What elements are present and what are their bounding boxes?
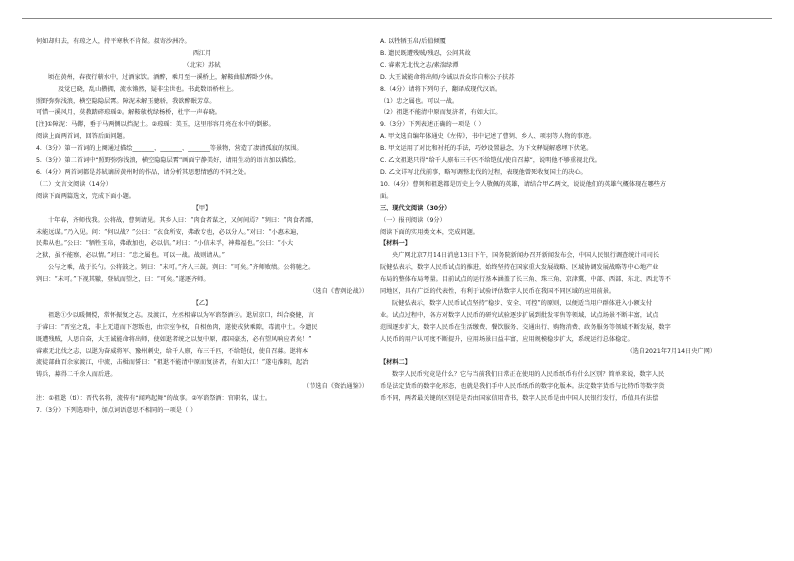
text-line: 【材料二】 <box>380 359 411 367</box>
text-line: 阅读上面两首词，回答后面问题。 <box>36 133 129 141</box>
text-line: （北宋）苏轼 <box>183 61 221 69</box>
text-line: 阮健弘表示，数字人民币试点的推进，始终坚持在国家重大发展战略、区域协调发展战略等中心地产业 <box>380 264 659 272</box>
text-line: 注：①祖逖（tì）：晋代名将，流传有“闻鸡起舞”的故事。②军谘祭酒：官职名，谋士。 <box>36 395 272 403</box>
text-line: （一）报刊阅读（9分） <box>380 216 446 224</box>
text-line: 9.（3分）下列表述正确的一项是（ ） <box>380 121 485 129</box>
text-line: 业。试点过程中，各方对数字人民币的研究试验逐步扩展到批发零售等领域，试点场景不断丰富，试点 <box>380 311 659 319</box>
text-line: C. 睿素无北伐之志/素湍绿潭 <box>380 61 459 69</box>
text-line: 范围逐步扩大，数字人民币在生活缴费、餐饮服务、交通出行、购物消费、政务服务等领域不断发展，数字 <box>380 323 671 331</box>
text-line: C. 乙文祖逖只得“给千人廪布三千匹不给铠仗/使自召募”，说明他不够重视北伐。 <box>380 157 601 165</box>
text-line: 照野弥弥浅浪，横空隐隐层霄。障泥未解玉骢骄，我欲醉眠芳草。 <box>36 97 216 105</box>
text-line: 布局的整体布局考量。目前试点的运行基本涵盖了长三角、珠三角、京津冀、中部、西部、东北、西北等不 <box>380 276 671 284</box>
text-line: 6.（4分）两首词都是苏轼谪居黄州时的作品，请分析其思想情感的不同之处。 <box>36 168 251 176</box>
text-line: （1）忠之属也。可以一战。 <box>380 97 459 105</box>
text-line: [注]①障泥：马鞯，垂于马两侧以挡泥土。②琼瑶：美玉，这里形容月亮在水中的倒影。 <box>36 121 275 129</box>
text-line: 央广网北京7月14日消息13日下午，国务院新闻办召开新闻发布会，中国人民银行调查统计司司长 <box>392 252 660 260</box>
text-line: 4.（3分）第一首词的上阕通过描绘_______、_______、_______等景物，营造了凄清孤寂的氛围。 <box>36 145 303 153</box>
text-line: 何如却归去，有琼之人，持平寒秋不肯留。叔寄沙洲冷。 <box>36 38 191 45</box>
text-line: A. 以牲牺玉帛/后值倾覆 <box>380 38 446 45</box>
text-line: 既遭残贼，人思自奋，大王诚能命将出师，使如逖者统之以复中原，郡国豪杰，必有望风响应者矣！” <box>36 335 312 343</box>
text-line: 阅读下面两篇选文，完成下面小题。 <box>36 192 135 200</box>
text-line: 西江月 <box>192 49 212 57</box>
right-column <box>380 36 716 405</box>
text-line: 同地区，具有广泛的代表性，有利于试验评估数字人民币在我国不同区域的应用前景。 <box>380 288 616 296</box>
text-line: D. 大王诚能命将出师/今诚以吾众诈自称公子扶苏 <box>380 73 515 81</box>
left-column <box>36 36 368 417</box>
text-line: （二）文言文阅读（14分） <box>36 180 112 188</box>
text-line: 【甲】 <box>192 204 212 212</box>
text-line: 5.（3分）第二首词中“照野弥弥浅浪，横空隐隐层霄”画面宁静美好，请用生动的语言加以描绘。 <box>36 157 300 165</box>
text-line: 7.（3分）下列选项中，加点词语意思不相同的一项是（ ） <box>36 407 197 415</box>
text-line: 祖逖①少以暖倜傥，常怀振复之志。及渡江，左丞相睿以为军谘祭酒②。逖居京口，纠合骁健，言 <box>48 311 315 319</box>
text-line: D. 乙文详写北伐前事，略写调整北伐的过程，表现他曾死收复国土的决心。 <box>380 168 587 176</box>
text-line: 公与之乘，战于长勺。公将鼓之。刿曰：“未可。”齐人三鼓。刿曰：“可矣。”齐师败绩。公将驰之。 <box>48 264 315 272</box>
text-line: （选自《曹刿论战》） <box>309 288 368 296</box>
text-line: 人民币的用户认可度不断提升，应用场景日益丰富，应用规模稳步扩大，系统运行总体稳定。 <box>380 335 634 343</box>
text-line: 铸兵，募得二千余人而后进。 <box>36 371 117 379</box>
text-line: 睿素无北伐之志，以逖为奋威将军、豫州刺史，给千人廪，布三千匹，不给铠仗，使自召募。逖将本 <box>36 347 309 355</box>
text-line: 及觉已晓，乱山攒拥，流水锵然，疑非尘世也。书此数语桥柱上。 <box>58 85 238 93</box>
text-line: 阮健弘表示，数字人民币试点坚持“稳步、安全、可控”的原则，以便适当用户群体进入小额支付 <box>392 299 653 307</box>
text-line: （2）祖逖不能清中原而复济者，有如大江。 <box>380 109 502 117</box>
text-line: B. 遗民既遭残贼/残忍，公问其故 <box>380 49 471 57</box>
text-line: 于睿曰：“晋室之乱，非上无道而下怨叛也，由宗室争权，自相鱼肉，遂使戎狄乘隙，毒流中土。今遗民 <box>36 323 318 331</box>
text-line: 【乙】 <box>192 299 212 307</box>
text-line: 可惜一溪风月，莫教踏碎琼瑶②。解鞍欹枕绿杨桥，杜宇一声春晓。 <box>36 109 221 117</box>
text-line: 顷在黄州，春夜行蕲水中，过酒家饮。酒醉，乘月至一溪桥上，解鞍曲肱醉卧少休。 <box>48 73 277 81</box>
text-line: 【材料一】 <box>380 240 411 248</box>
text-line: 十年春，齐师伐我。公将战，曹刿请见。其乡人曰：“肉食者谋之，又何间焉？”刿曰：“肉食者鄙， <box>48 216 318 224</box>
text-line: 未能远谋。”乃入见。问：“何以战？”公曰：“衣食所安，弗敢专也，必以分人。”对曰：“小惠未遍， <box>36 228 303 236</box>
text-line: （节选自《资治通鉴》） <box>303 383 368 391</box>
text-line: A. 甲文选自编年体通史《左传》，书中记述了曹刿、乡人、项羽等人物的事迹。 <box>380 133 596 141</box>
text-line: 民弗从也。”公曰：“牺牲玉帛，弗敢加也，必以信。”对曰：“小信未孚，神弗福也。”公曰：“小大 <box>36 240 294 248</box>
text-line: 10.（4分）曹刿和祖逖都是历史上令人敬佩的英雄，请结合甲乙两文，说说他们的英雄气概体现在哪些方 <box>380 180 667 188</box>
header-rule <box>22 18 772 19</box>
text-line: 流徒部曲百余家渡江，中流，击楫而誓曰：“祖逖不能清中原而复济者，有如大江！”遂屯淮阴，起冶 <box>36 359 309 367</box>
text-line: 面。 <box>380 192 393 200</box>
text-line: 数字人民币究竟是什么？它与当前我们日常正在使用的人民币纸币有什么区别？简单来说，数字人民 <box>392 371 665 379</box>
text-line: 刿曰：“未可。”下视其辙，登轼而望之，曰：“可矣。”遂逐齐师。 <box>36 276 210 284</box>
text-line: （选自2021年7月14日央广网） <box>626 347 716 355</box>
text-line: 币是法定货币的数字化形态，也就是我们手中人民币纸币的数字化版本。法定数字货币与比特币等数字货 <box>380 383 665 391</box>
text-line: 之狱，虽不能察，必以情。”对曰：“忠之属也。可以一战。战则请从。” <box>36 252 225 260</box>
text-line: 8.（4分）请将下列句子，翻译成现代汉语。 <box>380 85 502 93</box>
text-line: 三、现代文阅读（30分） <box>380 204 451 212</box>
text-line: 阅读下面的实用类文本，完成问题。 <box>380 228 479 236</box>
text-line: B. 甲文运用了对比和衬托的手法，巧妙设置悬念，为下文释疑解惑埋下伏笔。 <box>380 145 593 153</box>
text-line: 币不同，两者最关键的区别是是否由国家信用背书，数字人民币是由中国人民银行发行，币值具有法偿 <box>380 395 659 403</box>
